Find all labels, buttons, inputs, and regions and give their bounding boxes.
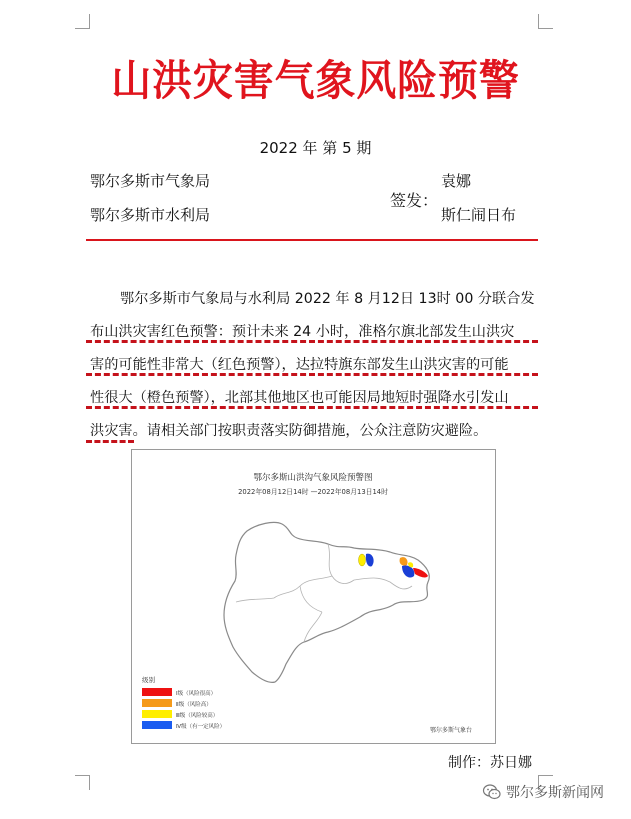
body-line: 洪灾害。请相关部门按职责落实防御措施，公众注意防灾避险。 xyxy=(90,423,488,439)
wechat-icon xyxy=(482,782,502,802)
header-red-rule xyxy=(86,239,538,241)
corner-mark xyxy=(538,14,553,29)
emphasis-underline xyxy=(86,406,538,409)
warning-area-level3 xyxy=(359,554,366,566)
document-title: 山洪灾害气象风险预警 xyxy=(111,56,520,105)
legend-label-level2: Ⅱ级（风险高） xyxy=(176,702,212,708)
legend-swatch-level2 xyxy=(142,699,172,707)
body-line: 害的可能性非常大（红色预警），达拉特旗东部发生山洪灾害的可能 xyxy=(90,357,509,373)
maker-credit: 制作：苏日娜 xyxy=(448,755,532,771)
legend-swatch-level3 xyxy=(142,710,172,718)
map-time-range: 2022年08月12日14时 —2022年08月13日14时 xyxy=(238,488,388,496)
region-outline xyxy=(224,522,429,682)
watermark-text: 鄂尔多斯新闻网 xyxy=(506,785,604,801)
emphasis-underline xyxy=(86,340,538,343)
corner-mark xyxy=(75,775,90,790)
emphasis-underline xyxy=(86,373,538,376)
legend-swatch-level4 xyxy=(142,721,172,729)
map-title: 鄂尔多斯山洪沟气象风险预警图 xyxy=(253,473,373,483)
issuer-water: 鄂尔多斯市水利局 xyxy=(90,206,211,224)
body-line: 鄂尔多斯市气象局与水利局 2022 年 8 月12日 13时 00 分联合发 xyxy=(120,291,535,307)
legend-title: 级别 xyxy=(142,676,155,684)
signer-1: 袁娜 xyxy=(441,172,472,190)
issuer-meteorological: 鄂尔多斯市气象局 xyxy=(90,172,211,190)
body-line: 布山洪灾害红色预警：预计未来 24 小时，准格尔旗北部发生山洪灾 xyxy=(90,324,515,340)
legend-label-level3: Ⅲ级（风险较高） xyxy=(176,713,219,719)
legend-label-level1: Ⅰ级（风险很高） xyxy=(176,691,217,697)
issue-number: 2022 年 第 5 期 xyxy=(259,139,372,157)
emphasis-underline xyxy=(86,440,134,443)
legend-label-level4: Ⅳ级（有一定风险） xyxy=(176,724,226,730)
signer-2: 斯仁闹日布 xyxy=(441,206,517,224)
map-source: 鄂尔多斯气象台 xyxy=(429,727,472,734)
sign-label: 签发： xyxy=(390,191,439,210)
risk-warning-map xyxy=(131,449,496,744)
corner-mark xyxy=(75,14,90,29)
body-line: 性很大（橙色预警），北部其他地区也可能因局地短时强降水引发山 xyxy=(90,390,509,406)
legend-swatch-level1 xyxy=(142,688,172,696)
watermark xyxy=(482,782,604,802)
